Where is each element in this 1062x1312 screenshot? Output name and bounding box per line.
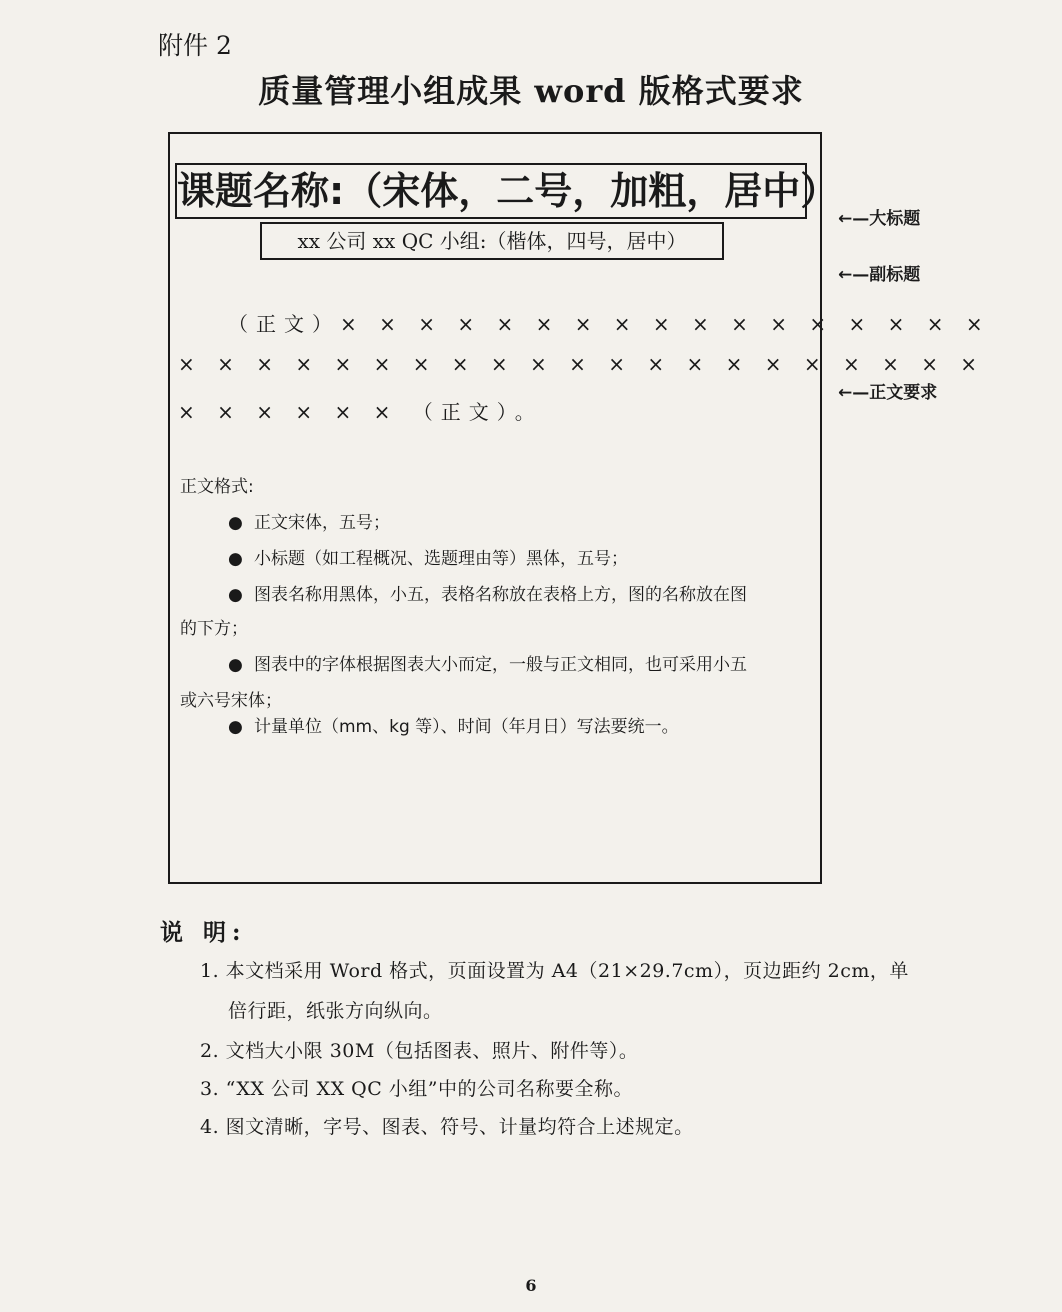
- format-item-continuation: 的下方；: [180, 619, 248, 639]
- bullet-icon: ●: [228, 717, 243, 737]
- notes-title: 说 明:: [160, 919, 247, 946]
- format-item-continuation: 或六号宋体；: [180, 691, 282, 711]
- format-item-text: 正文宋体，五号；: [254, 513, 390, 533]
- bullet-icon: ●: [228, 549, 243, 569]
- sample-body-line: × × × × × × （正文）。: [178, 400, 543, 424]
- format-item-text: 图表中的字体根据图表大小而定，一般与正文相同，也可采用小五: [254, 655, 747, 675]
- attachment-label: 附件 2: [158, 31, 232, 60]
- annotation-subtitle: ←—副标题: [838, 265, 921, 285]
- sample-body-line: （正文）× × × × × × × × × × × × × × × × ×: [228, 312, 991, 336]
- format-item-text: 计量单位（mm、kg 等）、时间（年月日）写法要统一。: [254, 717, 679, 737]
- page-number: 6: [525, 1276, 537, 1295]
- bullet-icon: ●: [228, 655, 243, 675]
- bullet-icon: ●: [228, 585, 243, 605]
- format-item-text: 小标题（如工程概况、选题理由等）黑体，五号；: [254, 549, 628, 569]
- format-heading: 正文格式:: [180, 477, 254, 497]
- format-item-text: 图表名称用黑体，小五，表格名称放在表格上方，图的名称放在图: [254, 585, 747, 605]
- bullet-icon: ●: [228, 513, 243, 533]
- sample-main-title: 课题名称:（宋体，二号，加粗，居中）: [175, 163, 807, 219]
- note-item: 4. 图文清晰，字号、图表、符号、计量均符合上述规定。: [200, 1116, 694, 1138]
- format-item: [228, 712, 679, 737]
- note-item-continuation: 倍行距，纸张方向纵向。: [228, 1000, 443, 1022]
- format-item: [228, 508, 390, 533]
- annotation-main-title: ←—大标题: [838, 209, 921, 229]
- note-item: 1. 本文档采用 Word 格式，页面设置为 A4（21×29.7cm），页边距约 2cm，单: [200, 960, 909, 982]
- format-item: [228, 544, 628, 569]
- note-item: 3. “XX 公司 XX QC 小组”中的公司名称要全称。: [200, 1078, 634, 1100]
- format-item: [228, 650, 747, 675]
- sample-subtitle: xx 公司 xx QC 小组:（楷体，四号，居中）: [260, 222, 724, 260]
- sample-body-line: × × × × × × × × × × × × × × × × × × × × ×: [178, 352, 986, 376]
- note-item: 2. 文档大小限 30M（包括图表、照片、附件等）。: [200, 1040, 639, 1062]
- annotation-body: ←—正文要求: [838, 383, 938, 403]
- format-item: [228, 580, 747, 605]
- document-title: 质量管理小组成果 word 版格式要求: [258, 72, 804, 110]
